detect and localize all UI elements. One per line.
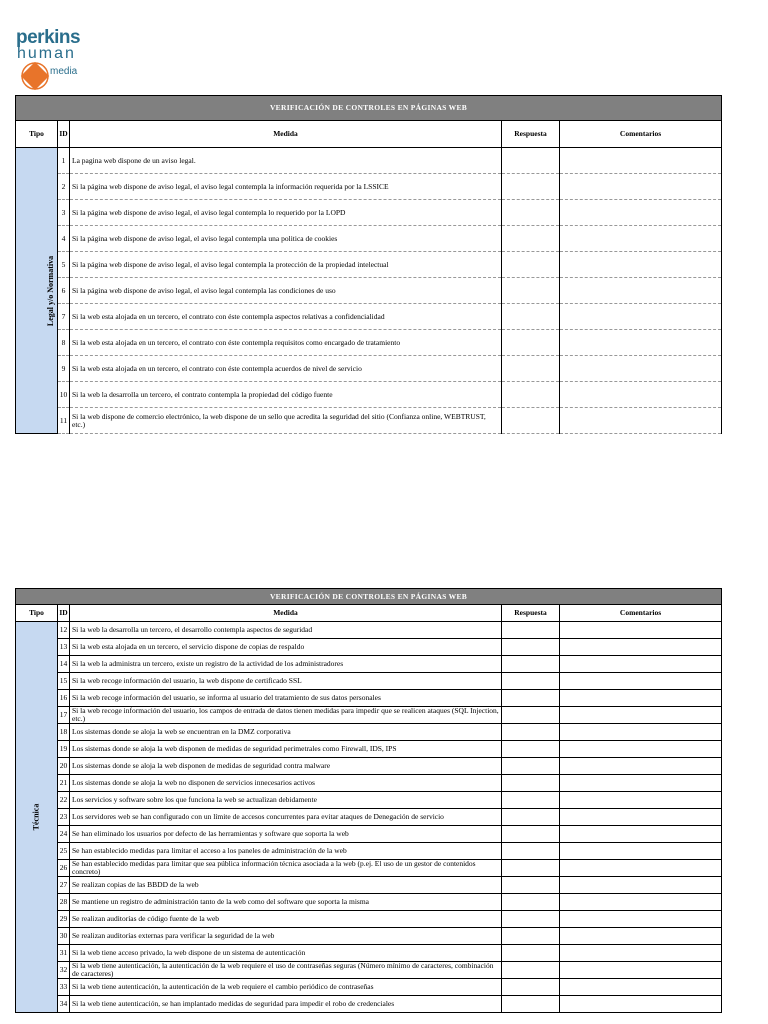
row-medida: Los sistemas donde se aloja la web disponen de medidas de seguridad contra malware <box>70 758 502 775</box>
row-medida: Se han establecido medidas para limitar el acceso a los paneles de administración de la web <box>70 843 502 860</box>
comentarios-cell[interactable] <box>560 673 722 690</box>
row-id: 26 <box>58 860 70 877</box>
header-tipo: Tipo <box>16 121 58 148</box>
comentarios-cell[interactable] <box>560 174 722 200</box>
comentarios-cell[interactable] <box>560 304 722 330</box>
respuesta-cell[interactable] <box>502 724 560 741</box>
row-id: 17 <box>58 707 70 724</box>
row-medida: Si la web recoge información del usuario, los campos de entrada de datos tienen medidas para impedir que se realicen ataques (SQL Injection, etc.) <box>70 707 502 724</box>
row-id: 24 <box>58 826 70 843</box>
respuesta-cell[interactable] <box>502 962 560 979</box>
respuesta-cell[interactable] <box>502 707 560 724</box>
respuesta-cell[interactable] <box>502 843 560 860</box>
row-medida: Los sistemas donde se aloja la web disponen de medidas de seguridad perimetrales como Firewall, IDS, IPS <box>70 741 502 758</box>
respuesta-cell[interactable] <box>502 330 560 356</box>
row-id: 2 <box>58 174 70 200</box>
respuesta-cell[interactable] <box>502 382 560 408</box>
table-row <box>16 979 722 996</box>
row-id: 4 <box>58 226 70 252</box>
comentarios-cell[interactable] <box>560 330 722 356</box>
row-medida: Si la web recoge información del usuario, la web dispone de certificado SSL <box>70 673 502 690</box>
table-row <box>16 860 722 877</box>
row-id: 22 <box>58 792 70 809</box>
header-respuesta: Respuesta <box>502 605 560 622</box>
table-row <box>16 278 722 304</box>
table-row <box>16 945 722 962</box>
comentarios-cell[interactable] <box>560 775 722 792</box>
table-title: VERIFICACIÓN DE CONTROLES EN PÁGINAS WEB <box>16 96 722 121</box>
table-row <box>16 877 722 894</box>
respuesta-cell[interactable] <box>502 911 560 928</box>
row-medida: Si la página web dispone de aviso legal, el aviso legal contempla la protección de la propiedad intelectual <box>70 252 502 278</box>
row-id: 20 <box>58 758 70 775</box>
row-id: 21 <box>58 775 70 792</box>
respuesta-cell[interactable] <box>502 148 560 174</box>
category-cell <box>16 622 58 1013</box>
row-medida: Si la web dispone de comercio electrónico, la web dispone de un sello que acredita la seguridad del sitio (Confianza online, WEBTRUST, etc.) <box>70 408 502 434</box>
comentarios-cell[interactable] <box>560 656 722 673</box>
row-medida: Se realizan auditorías de código fuente de la web <box>70 911 502 928</box>
row-medida: La pagina web dispone de un aviso legal. <box>70 148 502 174</box>
respuesta-cell[interactable] <box>502 622 560 639</box>
table-row <box>16 707 722 724</box>
row-id: 16 <box>58 690 70 707</box>
table-row <box>16 148 722 174</box>
table-row <box>16 996 722 1013</box>
respuesta-cell[interactable] <box>502 792 560 809</box>
table-row <box>16 962 722 979</box>
row-medida: Si la web tiene autenticación, se han implantado medidas de seguridad para impedir el robo de credenciales <box>70 996 502 1013</box>
respuesta-cell[interactable] <box>502 877 560 894</box>
table-row <box>16 656 722 673</box>
respuesta-cell[interactable] <box>502 826 560 843</box>
comentarios-cell[interactable] <box>560 758 722 775</box>
row-medida: Si la página web dispone de aviso legal, el aviso legal contempla una politica de cookies <box>70 226 502 252</box>
table-row <box>16 622 722 639</box>
respuesta-cell[interactable] <box>502 278 560 304</box>
row-medida: Los servicios y software sobre los que funciona la web se actualizan debidamente <box>70 792 502 809</box>
comentarios-cell[interactable] <box>560 996 722 1013</box>
table-row <box>16 673 722 690</box>
logo-word-media: media <box>50 66 78 77</box>
header-comentarios: Comentarios <box>560 121 722 148</box>
table-row <box>16 911 722 928</box>
comentarios-cell[interactable] <box>560 792 722 809</box>
table-row <box>16 174 722 200</box>
row-id: 3 <box>58 200 70 226</box>
comentarios-cell[interactable] <box>560 843 722 860</box>
company-logo <box>14 28 94 92</box>
table-row <box>16 690 722 707</box>
row-medida: Si la web recoge información del usuario, se informa al usuario del tratamiento de sus datos personales <box>70 690 502 707</box>
comentarios-cell[interactable] <box>560 148 722 174</box>
row-id: 25 <box>58 843 70 860</box>
comentarios-cell[interactable] <box>560 911 722 928</box>
row-medida: Se han eliminado los usuarios por defecto de las herramientas y software que soporta la web <box>70 826 502 843</box>
table-row <box>16 382 722 408</box>
row-id: 28 <box>58 894 70 911</box>
comentarios-cell[interactable] <box>560 690 722 707</box>
table-row <box>16 775 722 792</box>
table-row <box>16 724 722 741</box>
row-id: 32 <box>58 962 70 979</box>
row-id: 29 <box>58 911 70 928</box>
respuesta-cell[interactable] <box>502 656 560 673</box>
header-comentarios: Comentarios <box>560 605 722 622</box>
row-id: 10 <box>58 382 70 408</box>
table-row <box>16 843 722 860</box>
controls-table-legal <box>15 95 722 434</box>
table-title: VERIFICACIÓN DE CONTROLES EN PÁGINAS WEB <box>16 589 722 605</box>
row-medida: Si la web la administra un tercero, existe un registro de la actividad de los administradores <box>70 656 502 673</box>
table-row <box>16 200 722 226</box>
respuesta-cell[interactable] <box>502 200 560 226</box>
row-id: 12 <box>58 622 70 639</box>
respuesta-cell[interactable] <box>502 174 560 200</box>
row-medida: Si la web esta alojada en un tercero, el servicio dispone de copias de respaldo <box>70 639 502 656</box>
header-id: ID <box>58 121 70 148</box>
category-label: Legal y/o Normativa <box>46 255 56 326</box>
comentarios-cell[interactable] <box>560 382 722 408</box>
row-medida: Si la web la desarrolla un tercero, el contrato contempla la propiedad del código fuente <box>70 382 502 408</box>
row-id: 18 <box>58 724 70 741</box>
header-medida: Medida <box>70 605 502 622</box>
logo-word-human: human <box>17 45 76 62</box>
row-medida: Si la web tiene autenticación, la autenticación de la web requiere el cambio periódico de contraseñas <box>70 979 502 996</box>
row-id: 31 <box>58 945 70 962</box>
row-medida: Si la web tiene autenticación, la autenticación de la web requiere el uso de contraseñas seguras (Número mínimo de caracteres, combinación de caracteres) <box>70 962 502 979</box>
row-medida: Si la página web dispone de aviso legal, el aviso legal contempla lo requerido por la LOPD <box>70 200 502 226</box>
comentarios-cell[interactable] <box>560 356 722 382</box>
table-row <box>16 356 722 382</box>
comentarios-cell[interactable] <box>560 278 722 304</box>
row-id: 1 <box>58 148 70 174</box>
respuesta-cell[interactable] <box>502 252 560 278</box>
respuesta-cell[interactable] <box>502 860 560 877</box>
respuesta-cell[interactable] <box>502 758 560 775</box>
comentarios-cell[interactable] <box>560 979 722 996</box>
row-id: 6 <box>58 278 70 304</box>
header-tipo: Tipo <box>16 605 58 622</box>
header-id: ID <box>58 605 70 622</box>
respuesta-cell[interactable] <box>502 809 560 826</box>
row-id: 14 <box>58 656 70 673</box>
row-medida: Los sistemas donde se aloja la web no disponen de servicios innecesarios activos <box>70 775 502 792</box>
respuesta-cell[interactable] <box>502 979 560 996</box>
table-row <box>16 809 722 826</box>
header-respuesta: Respuesta <box>502 121 560 148</box>
row-medida: Si la web esta alojada en un tercero, el contrato con éste contempla aspectos relativas a confidencialidad <box>70 304 502 330</box>
respuesta-cell[interactable] <box>502 945 560 962</box>
row-medida: Se realizan auditorías externas para verificar la seguridad de la web <box>70 928 502 945</box>
row-medida: Si la web esta alojada en un tercero, el contrato con éste contempla acuerdos de nivel de servicio <box>70 356 502 382</box>
table-row <box>16 758 722 775</box>
logo-word-perkins: perkins <box>16 27 81 48</box>
comentarios-cell[interactable] <box>560 741 722 758</box>
respuesta-cell[interactable] <box>502 226 560 252</box>
respuesta-cell[interactable] <box>502 690 560 707</box>
comentarios-cell[interactable] <box>560 408 722 434</box>
row-medida: Los sistemas donde se aloja la web se encuentran en la DMZ corporativa <box>70 724 502 741</box>
comentarios-cell[interactable] <box>560 877 722 894</box>
row-id: 8 <box>58 330 70 356</box>
respuesta-cell[interactable] <box>502 741 560 758</box>
table-row <box>16 408 722 434</box>
respuesta-cell[interactable] <box>502 775 560 792</box>
row-medida: Si la web tiene acceso privado, la web dispone de un sistema de autenticación <box>70 945 502 962</box>
comentarios-cell[interactable] <box>560 707 722 724</box>
comentarios-cell[interactable] <box>560 226 722 252</box>
comentarios-cell[interactable] <box>560 928 722 945</box>
comentarios-cell[interactable] <box>560 639 722 656</box>
row-id: 33 <box>58 979 70 996</box>
row-id: 23 <box>58 809 70 826</box>
comentarios-cell[interactable] <box>560 252 722 278</box>
comentarios-cell[interactable] <box>560 860 722 877</box>
row-id: 19 <box>58 741 70 758</box>
respuesta-cell[interactable] <box>502 894 560 911</box>
row-id: 7 <box>58 304 70 330</box>
row-id: 34 <box>58 996 70 1013</box>
row-id: 27 <box>58 877 70 894</box>
table-row <box>16 792 722 809</box>
header-medida: Medida <box>70 121 502 148</box>
respuesta-cell[interactable] <box>502 408 560 434</box>
table-row <box>16 639 722 656</box>
row-medida: Si la web la desarrolla un tercero, el desarrollo contempla aspectos de seguridad <box>70 622 502 639</box>
row-medida: Se han establecido medidas para limitar que sea pública información técnica asociada a la web (p.ej. El uso de un gestor de contenidos concreto) <box>70 860 502 877</box>
comentarios-cell[interactable] <box>560 622 722 639</box>
row-id: 9 <box>58 356 70 382</box>
comentarios-cell[interactable] <box>560 962 722 979</box>
row-id: 15 <box>58 673 70 690</box>
respuesta-cell[interactable] <box>502 304 560 330</box>
row-medida: Si la web esta alojada en un tercero, el contrato con éste contempla requisitos como encargado de tratamiento <box>70 330 502 356</box>
comentarios-cell[interactable] <box>560 945 722 962</box>
table-row <box>16 741 722 758</box>
category-label: Técnica <box>31 803 41 831</box>
row-medida: Los servidores web se han configurado con un límite de accesos concurrentes para evitar ataques de Denegación de servicio <box>70 809 502 826</box>
row-medida: Si la página web dispone de aviso legal, el aviso legal contempla la información requerida por la LSSICE <box>70 174 502 200</box>
row-id: 5 <box>58 252 70 278</box>
row-medida: Si la página web dispone de aviso legal, el aviso legal contempla las condiciones de uso <box>70 278 502 304</box>
table-row <box>16 894 722 911</box>
comentarios-cell[interactable] <box>560 894 722 911</box>
comentarios-cell[interactable] <box>560 826 722 843</box>
comentarios-cell[interactable] <box>560 724 722 741</box>
respuesta-cell[interactable] <box>502 639 560 656</box>
comentarios-cell[interactable] <box>560 200 722 226</box>
row-medida: Se realizan copias de las BBDD de la web <box>70 877 502 894</box>
row-medida: Se mantiene un registro de administración tanto de la web como del software que soporta la misma <box>70 894 502 911</box>
controls-table-tecnica <box>15 588 722 1013</box>
respuesta-cell[interactable] <box>502 673 560 690</box>
respuesta-cell[interactable] <box>502 356 560 382</box>
row-id: 30 <box>58 928 70 945</box>
table-row <box>16 252 722 278</box>
table-row <box>16 928 722 945</box>
table-row <box>16 330 722 356</box>
comentarios-cell[interactable] <box>560 809 722 826</box>
table-row <box>16 826 722 843</box>
row-id: 13 <box>58 639 70 656</box>
category-cell <box>16 148 58 434</box>
table-row <box>16 226 722 252</box>
table-row <box>16 304 722 330</box>
row-id: 11 <box>58 408 70 434</box>
respuesta-cell[interactable] <box>502 928 560 945</box>
respuesta-cell[interactable] <box>502 996 560 1013</box>
